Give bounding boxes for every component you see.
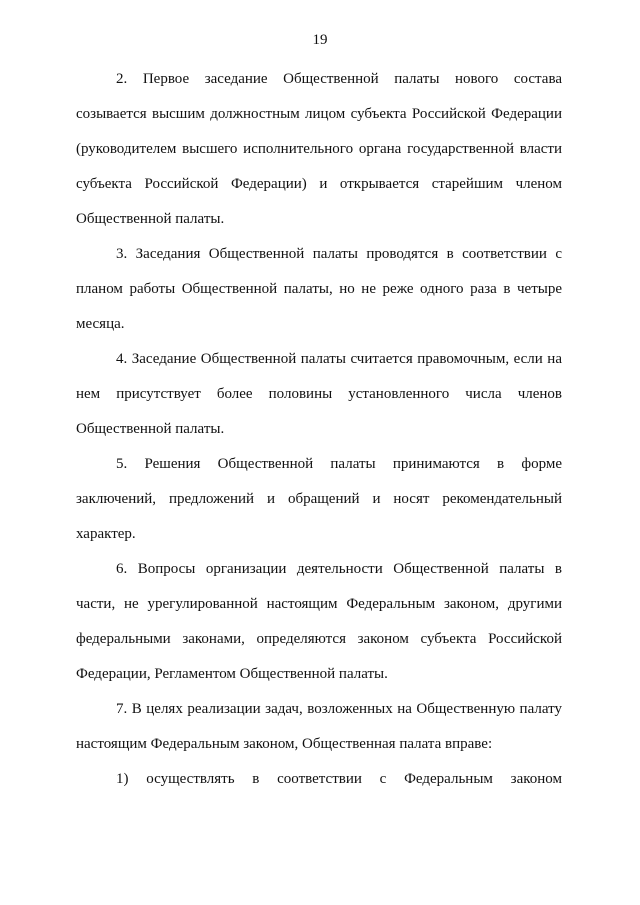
page-number: 19 [312, 32, 328, 48]
paragraph-5: 5. Решения Общественной палаты принимаются в форме заключений, предложений и обращений и носят рекомендательный характер. [76, 456, 562, 542]
paragraph-7: 7. В целях реализации задач, возложенных на Общественную палату настоящим Федеральным законом, Общественная палата вправе: [76, 701, 562, 752]
document-body [76, 62, 562, 797]
paragraph-6: 6. Вопросы организации деятельности Общественной палаты в части, не урегулированной настоящим Федеральным законом, другими федеральными законами, определяются законом субъекта Российской Федерации, Регламентом Общественной палаты. [76, 561, 562, 682]
paragraph-3: 3. Заседания Общественной палаты проводятся в соответствии с планом работы Общественной палаты, но не реже одного раза в четыре месяца. [76, 246, 562, 332]
paragraph-4: 4. Заседание Общественной палаты считается правомочным, если на нем присутствует более половины установленного числа членов Общественной палаты. [76, 351, 562, 437]
paragraph-2: 2. Первое заседание Общественной палаты нового состава созывается высшим должностным лицом субъекта Российской Федерации (руководителем высшего исполнительного органа государственной власти субъекта Российской Федерации) и открывается старейшим членом Общественной палаты. [76, 71, 562, 227]
list-item-1: 1) осуществлять в соответствии с Федеральным законом [116, 771, 562, 787]
